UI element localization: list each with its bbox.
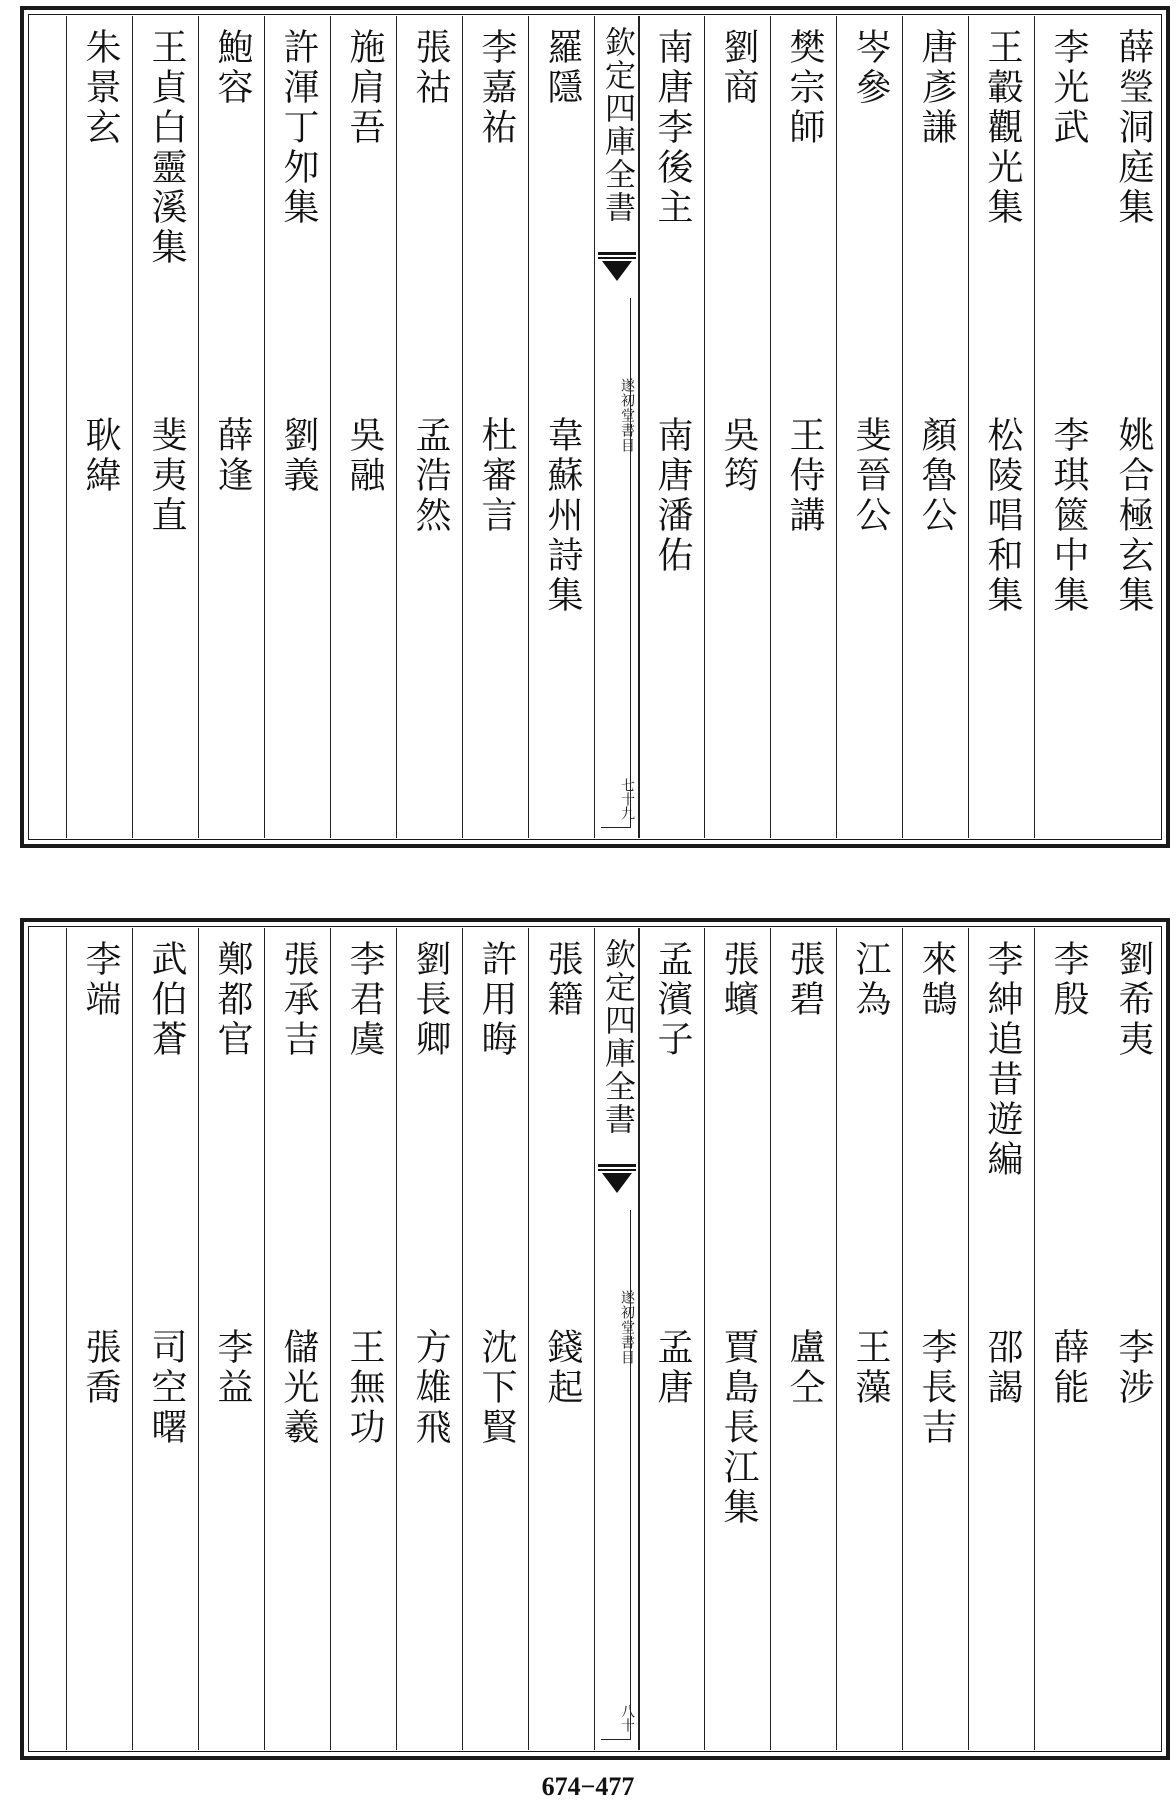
column-upper-entry: 施肩吾 bbox=[344, 28, 385, 148]
column-lower-entry: 司空曙 bbox=[146, 1328, 187, 1448]
text-column bbox=[1034, 16, 1101, 838]
text-column bbox=[902, 16, 969, 838]
column-upper-entry: 鄭都官 bbox=[212, 940, 253, 1060]
column-upper-entry: 李君虞 bbox=[344, 940, 385, 1060]
column-upper-entry: 樊宗師 bbox=[784, 28, 825, 148]
text-column bbox=[1034, 928, 1101, 1750]
column-lower-entry: 李益 bbox=[212, 1328, 253, 1408]
text-column bbox=[264, 16, 331, 838]
column-upper-entry: 劉希夷 bbox=[1113, 940, 1154, 1060]
column-lower-entry: 劉義 bbox=[278, 416, 319, 496]
column-upper-entry: 鮑容 bbox=[212, 28, 253, 108]
column-upper-entry: 李嘉祐 bbox=[476, 28, 517, 148]
column-upper-entry: 張祜 bbox=[410, 28, 451, 108]
text-column bbox=[396, 928, 463, 1750]
column-upper-entry: 羅隱 bbox=[542, 28, 583, 108]
column-upper-entry: 劉商 bbox=[718, 28, 759, 108]
column-upper-entry: 王貞白靈溪集 bbox=[146, 28, 187, 268]
gutter-book-title: 遂初堂書目 bbox=[619, 378, 635, 453]
column-lower-entry: 沈下賢 bbox=[476, 1328, 517, 1448]
text-column bbox=[396, 16, 463, 838]
text-column bbox=[198, 16, 265, 838]
column-lower-entry: 韋蘇州詩集 bbox=[542, 416, 583, 616]
column-upper-entry: 張碧 bbox=[784, 940, 825, 1020]
column-upper-entry: 李紳追昔遊編 bbox=[982, 940, 1023, 1180]
column-lower-entry: 錢起 bbox=[542, 1328, 583, 1408]
column-upper-entry: 來鵠 bbox=[916, 940, 957, 1020]
page-number: 674−477 bbox=[541, 1772, 635, 1801]
leaf-number: 八十 bbox=[619, 1704, 635, 1732]
column-lower-entry: 顏魯公 bbox=[916, 416, 957, 536]
column-lower-entry: 賈島長江集 bbox=[718, 1328, 759, 1528]
column-lower-entry: 盧仝 bbox=[784, 1328, 825, 1408]
gutter-lower bbox=[595, 298, 639, 828]
column-lower-entry: 耿緯 bbox=[80, 416, 121, 496]
gutter-book-title: 遂初堂書目 bbox=[619, 1290, 635, 1365]
column-lower-entry: 斐夷直 bbox=[146, 416, 187, 536]
column-lower-entry: 吳筠 bbox=[718, 416, 759, 496]
column-lower-entry: 南唐潘佑 bbox=[652, 416, 693, 576]
center-gutter bbox=[594, 928, 640, 1750]
text-column bbox=[132, 16, 199, 838]
text-column bbox=[132, 928, 199, 1750]
column-upper-entry: 李殷 bbox=[1048, 940, 1089, 1020]
column-lower-entry: 薛能 bbox=[1048, 1328, 1089, 1408]
column-upper-entry: 朱景玄 bbox=[80, 28, 121, 148]
gutter-title: 欽定四庫全書 bbox=[599, 938, 635, 1136]
text-column bbox=[902, 928, 969, 1750]
column-lower-entry: 姚合極玄集 bbox=[1113, 416, 1154, 616]
column-upper-entry: 武伯蒼 bbox=[146, 940, 187, 1060]
text-column bbox=[528, 928, 595, 1750]
column-lower-entry: 王藻 bbox=[850, 1328, 891, 1408]
text-column bbox=[66, 16, 133, 838]
text-column bbox=[836, 928, 903, 1750]
column-upper-entry: 李光武 bbox=[1048, 28, 1089, 148]
column-lower-entry: 薛逢 bbox=[212, 416, 253, 496]
text-column bbox=[968, 16, 1035, 838]
text-column bbox=[462, 16, 529, 838]
column-lower-entry: 方雄飛 bbox=[410, 1328, 451, 1448]
column-lower-entry: 李琪篋中集 bbox=[1048, 416, 1089, 616]
column-upper-entry: 張蠙 bbox=[718, 940, 759, 1020]
column-upper-entry: 李端 bbox=[80, 940, 121, 1020]
text-column bbox=[1100, 928, 1166, 1750]
column-upper-entry: 薛瑩洞庭集 bbox=[1113, 28, 1154, 228]
leaf-number: 七十九 bbox=[619, 778, 635, 820]
text-column bbox=[330, 928, 397, 1750]
column-lower-entry: 松陵唱和集 bbox=[982, 416, 1023, 616]
column-lower-entry: 王無功 bbox=[344, 1328, 385, 1448]
text-column bbox=[704, 16, 771, 838]
fish-tail-mark bbox=[598, 1164, 636, 1197]
text-column bbox=[462, 928, 529, 1750]
column-upper-entry: 江為 bbox=[850, 940, 891, 1020]
top-page-panel bbox=[20, 6, 1170, 848]
gutter-lower bbox=[595, 1210, 639, 1740]
column-lower-entry: 張喬 bbox=[80, 1328, 121, 1408]
column-lower-entry: 吳融 bbox=[344, 416, 385, 496]
text-column bbox=[836, 16, 903, 838]
gutter-title: 欽定四庫全書 bbox=[599, 26, 635, 224]
text-column bbox=[1100, 16, 1166, 838]
text-column bbox=[264, 928, 331, 1750]
text-column bbox=[66, 928, 133, 1750]
fish-tail-mark bbox=[598, 252, 636, 285]
column-lower-entry: 孟浩然 bbox=[410, 416, 451, 536]
column-upper-entry: 岑參 bbox=[850, 28, 891, 108]
center-gutter bbox=[594, 16, 640, 838]
text-column bbox=[770, 16, 837, 838]
column-upper-entry: 許渾丁夘集 bbox=[278, 28, 319, 228]
column-upper-entry: 劉長卿 bbox=[410, 940, 451, 1060]
bottom-page-panel bbox=[20, 918, 1170, 1760]
text-column bbox=[330, 16, 397, 838]
text-column bbox=[770, 928, 837, 1750]
column-upper-entry: 張承吉 bbox=[278, 940, 319, 1060]
column-lower-entry: 儲光羲 bbox=[278, 1328, 319, 1448]
column-upper-entry: 孟濱子 bbox=[652, 940, 693, 1060]
column-lower-entry: 斐晉公 bbox=[850, 416, 891, 536]
column-upper-entry: 王轂觀光集 bbox=[982, 28, 1023, 228]
text-column bbox=[638, 16, 705, 838]
column-lower-entry: 孟唐 bbox=[652, 1328, 693, 1408]
text-column bbox=[704, 928, 771, 1750]
text-column bbox=[198, 928, 265, 1750]
text-column bbox=[528, 16, 595, 838]
column-lower-entry: 李長吉 bbox=[916, 1328, 957, 1448]
column-upper-entry: 張籍 bbox=[542, 940, 583, 1020]
text-column bbox=[968, 928, 1035, 1750]
column-lower-entry: 杜審言 bbox=[476, 416, 517, 536]
column-lower-entry: 邵謁 bbox=[982, 1328, 1023, 1408]
column-upper-entry: 許用晦 bbox=[476, 940, 517, 1060]
text-column bbox=[638, 928, 705, 1750]
column-lower-entry: 王侍講 bbox=[784, 416, 825, 536]
column-upper-entry: 南唐李後主 bbox=[652, 28, 693, 228]
column-upper-entry: 唐彥謙 bbox=[916, 28, 957, 148]
column-lower-entry: 李涉 bbox=[1113, 1328, 1154, 1408]
